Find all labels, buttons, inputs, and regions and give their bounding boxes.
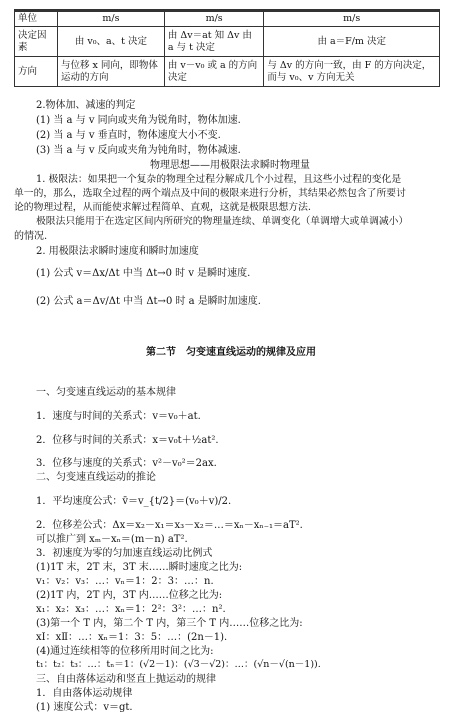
- text-line: 1. 极限法：如果把一个复杂的物理全过程分解成几个小过程，且这些小过程的变化是: [36, 174, 402, 185]
- table-cell: 与位移 x 同向，即物体运动的方向: [58, 57, 165, 87]
- formula-line: v₁：v₂：v₃：…：vₙ＝1：2：3：…：n.: [36, 576, 214, 587]
- table-cell: 由 v－v₀ 或 a 的方向决定: [164, 57, 264, 87]
- text-line: 论的物理过程，从而能使求解过程简单、直观，这就是极限思想方法.: [14, 202, 312, 213]
- text-line: 单一的，那么，选取全过程的两个端点及中间的极限来进行分析，其结果必然包含了所要讨: [14, 188, 406, 199]
- table-cell: 由 Δv＝at 知 Δv 由 a 与 t 决定: [164, 27, 264, 57]
- text-line: (2) 当 a 与 v 垂直时，物体速度大小不变.: [36, 130, 221, 141]
- text-line: (1)1T 末，2T 末，3T 末……瞬时速度之比为:: [36, 562, 243, 573]
- text-line: 极限法只能用于在选定区间内所研究的物理量连续、单调变化（单调增大或单调减小）: [36, 216, 409, 227]
- section-heading: 二、匀变速直线运动的推论: [36, 472, 156, 483]
- table-cell: 由 v₀、a、t 决定: [58, 27, 165, 57]
- formula-line: t₁：t₂：t₃：…：tₙ＝1：(√2－1)：(√3－√2)：…：(√n－√(n－1)).: [36, 659, 321, 670]
- table-cell: m/s: [164, 12, 264, 27]
- formula-line: x₁：x₂：x₃：…：xₙ＝1：2²：3²：…：n².: [36, 604, 226, 615]
- formula-line: 2．位移与时间的关系式：x＝v₀t＋½at².: [36, 435, 219, 446]
- table-row: [15, 57, 440, 87]
- text-line: 3．初速度为零的匀加速直线运动比例式: [36, 548, 213, 559]
- section-heading: 物理思想——用极限法求瞬时物理量: [150, 160, 310, 171]
- table-cell: m/s: [264, 12, 440, 27]
- formula-line: xⅠ：xⅡ：…：xₙ＝1：3：5：…：(2n－1).: [36, 632, 228, 643]
- table-cell: 与 Δv 的方向一致，由 F 的方向决定，而与 v₀、v 方向无关: [264, 57, 440, 87]
- table-cell: 由 a＝F/m 决定: [264, 27, 440, 57]
- text-line: (3) 当 a 与 v 反向或夹角为钝角时，物体减速.: [36, 145, 241, 156]
- section-heading: 三、自由落体运动和竖直上抛运动的规律: [36, 674, 216, 685]
- text-line: 2. 用极限法求瞬时速度和瞬时加速度: [36, 246, 199, 257]
- table-row: [15, 12, 440, 27]
- chapter-title: 第二节 匀变速直线运动的规律及应用: [146, 347, 316, 358]
- text-line: (3)第一个 T 内，第二个 T 内，第三个 T 内……位移之比为:: [36, 618, 303, 629]
- formula-line: 2．位移差公式：Δx＝x₂－x₁＝x₃－x₂＝…＝xₙ－xₙ₋₁＝aT².: [36, 520, 303, 531]
- text-line: 1．自由落体运动规律: [36, 688, 133, 699]
- comparison-table: [14, 11, 440, 87]
- formula-line: (2) 公式 a＝Δv/Δt 中当 Δt→0 时 a 是瞬时加速度.: [36, 296, 261, 307]
- formula-line: (1) 公式 v＝Δx/Δt 中当 Δt→0 时 v 是瞬时速度.: [36, 268, 251, 279]
- table-cell: 单位: [15, 12, 58, 27]
- section-heading: 一、匀变速直线运动的基本规律: [36, 387, 176, 398]
- text-line: 的情况.: [14, 231, 48, 242]
- text-line: 可以推广到 xₘ－xₙ＝(m－n) aT².: [36, 534, 188, 545]
- table-row: [15, 27, 440, 57]
- formula-line: 1．速度与时间的关系式：v＝v₀＋at.: [36, 411, 201, 422]
- text-line: 2.物体加、减速的判定: [36, 100, 136, 111]
- table-cell: m/s: [58, 12, 165, 27]
- formula-line: 1．平均速度公式：v̄＝v_{t/2}＝(v₀＋v)/2.: [36, 496, 232, 507]
- table-cell: 方向: [15, 57, 58, 87]
- formula-line: (1) 速度公式：v＝gt.: [36, 702, 133, 713]
- formula-line: 3．位移与速度的关系式：v²－v₀²＝2ax.: [36, 458, 217, 469]
- text-line: (1) 当 a 与 v 同向或夹角为锐角时，物体加速.: [36, 115, 241, 126]
- text-line: (4)通过连续相等的位移所用时间之比为:: [36, 646, 214, 657]
- text-line: (2)1T 内，2T 内，3T 内……位移之比为:: [36, 590, 223, 601]
- table-cell: 决定因素: [15, 27, 58, 57]
